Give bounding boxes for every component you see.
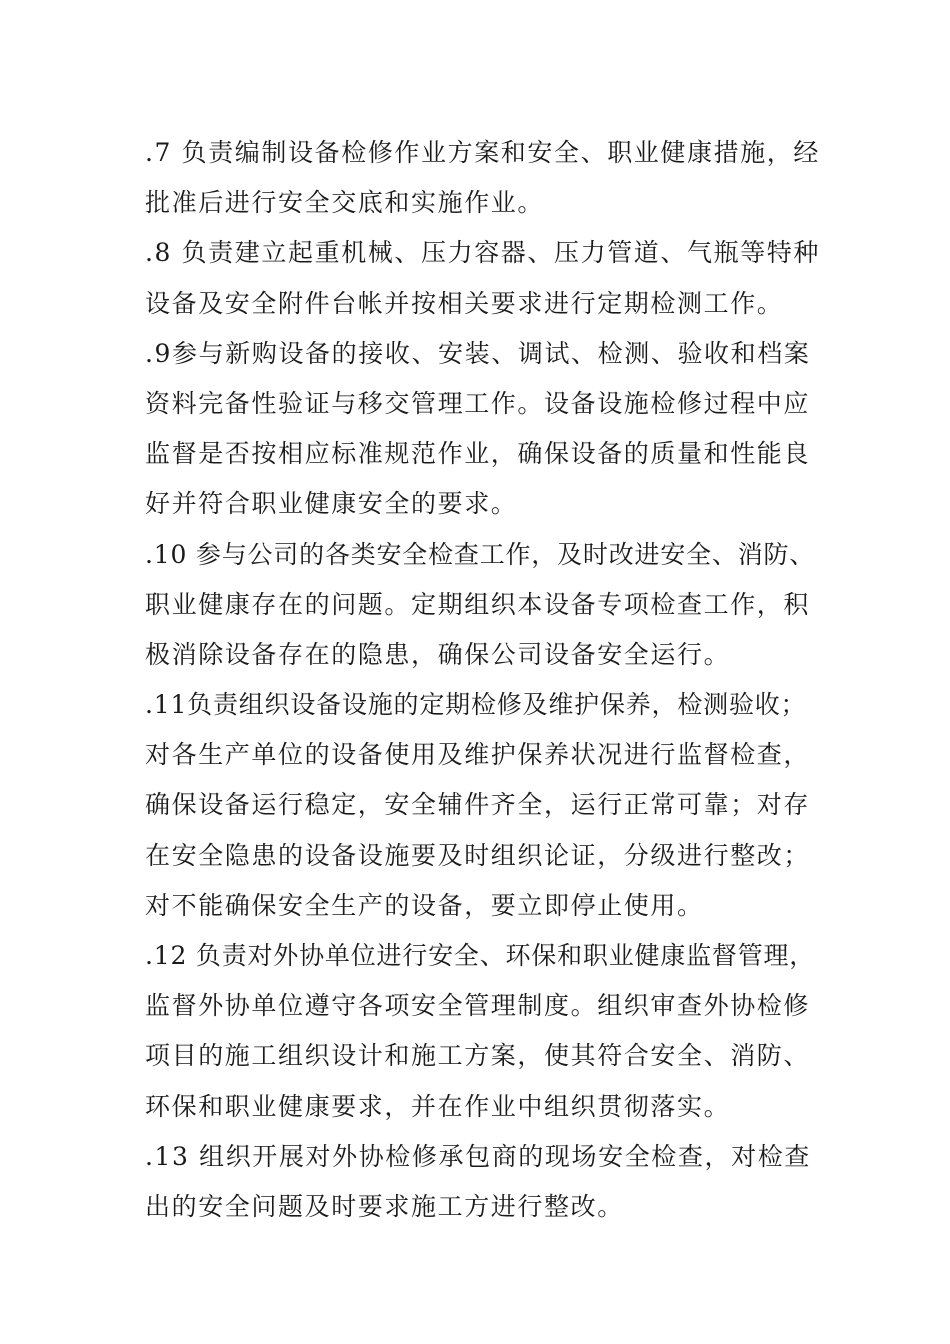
text-line-item-12-start: .12 负责对外协单位进行安全、环保和职业健康监督管理， bbox=[145, 941, 816, 970]
text-line-item-8-end: 设备及安全附件台帐并按相关要求进行定期检测工作。 bbox=[145, 288, 784, 318]
text-line-item-11-end: 对不能确保安全生产的设备，要立即停止使用。 bbox=[145, 890, 704, 920]
text-line-item-11-cont-1: 对各生产单位的设备使用及维护保养状况进行监督检查， bbox=[145, 740, 811, 770]
text-line-item-9-cont-1: 资料完备性验证与移交管理工作。设备设施检修过程中应 bbox=[145, 388, 811, 418]
text-line-item-12-cont-1: 监督外协单位遵守各项安全管理制度。组织审查外协检修 bbox=[145, 991, 811, 1021]
text-line-item-7-end: 批准后进行安全交底和实施作业。 bbox=[145, 188, 545, 218]
text-line-item-12-end: 环保和职业健康要求，并在作业中组织贯彻落实。 bbox=[145, 1091, 731, 1121]
text-line-item-12-cont-2: 项目的施工组织设计和施工方案，使其符合安全、消防、 bbox=[145, 1041, 811, 1071]
document-body bbox=[145, 128, 821, 1232]
text-line-item-9-end: 好并符合职业健康安全的要求。 bbox=[145, 489, 518, 519]
text-line-item-10-cont: 职业健康存在的问题。定期组织本设备专项检查工作，积 bbox=[145, 589, 811, 619]
text-line-item-8-start: .8 负责建立起重机械、压力容器、压力管道、气瓶等特种 bbox=[145, 238, 821, 268]
text-line-item-11-cont-2: 确保设备运行稳定，安全辅件齐全，运行正常可靠；对存 bbox=[145, 790, 811, 820]
text-line-item-10-start: .10 参与公司的各类安全检查工作，及时改进安全、消防、 bbox=[145, 539, 816, 569]
text-line-item-10-end: 极消除设备存在的隐患，确保公司设备安全运行。 bbox=[145, 639, 731, 669]
text-line-item-9-cont-2: 监督是否按相应标准规范作业，确保设备的质量和性能良 bbox=[145, 439, 811, 469]
text-line-item-7-start: .7 负责编制设备检修作业方案和安全、职业健康措施，经 bbox=[145, 138, 821, 167]
text-line-item-13-end: 出的安全问题及时要求施工方进行整改。 bbox=[145, 1191, 624, 1221]
text-line-item-13-start: .13 组织开展对外协检修承包商的现场安全检查，对检查 bbox=[145, 1141, 811, 1171]
text-line-item-11-start: .11负责组织设备设施的定期检修及维护保养，检测验收； bbox=[145, 690, 807, 720]
text-line-item-9-start: .9参与新购设备的接收、安装、调试、检测、验收和档案 bbox=[145, 338, 811, 368]
text-line-item-11-cont-3: 在安全隐患的设备设施要及时组织论证，分级进行整改； bbox=[145, 840, 811, 870]
